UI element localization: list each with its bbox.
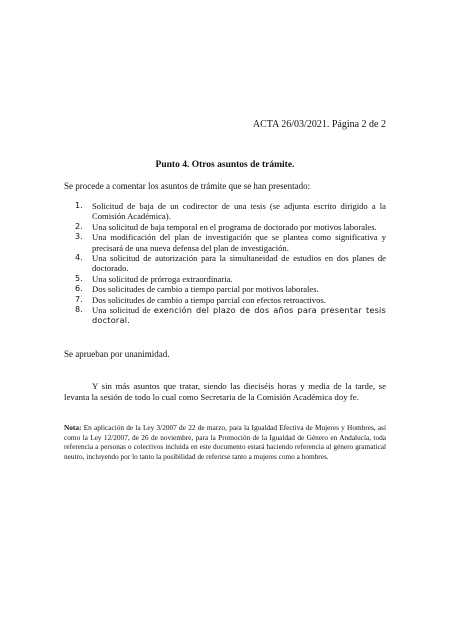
list-item	[75, 295, 386, 305]
item-text: Dos solicitudes de cambio a tiempo parcial por motivos laborales.	[92, 284, 319, 295]
list-item	[75, 253, 386, 274]
footnote-label: Nota:	[64, 423, 82, 432]
list-item	[75, 232, 386, 253]
item-text-prefix: Una solicitud de	[92, 305, 154, 316]
item-text	[92, 305, 386, 326]
item-number: 1.	[75, 201, 83, 210]
list-item	[75, 222, 386, 232]
list-item	[75, 305, 386, 326]
item-text: Una solicitud de baja temporal en el programa de doctorado por motivos laborales.	[92, 221, 377, 232]
section-title: Punto 4. Otros asuntos de trámite.	[155, 160, 295, 170]
item-number: 7.	[75, 294, 83, 304]
list-item	[75, 274, 386, 284]
item-number: 8.	[75, 305, 83, 315]
page-reference: ACTA 26/03/2021. Página 2 de 2	[252, 119, 386, 130]
item-text: Dos solicitudes de cambio a tiempo parcial con efectos retroactivos.	[92, 294, 326, 305]
footnote	[64, 423, 386, 461]
item-text-suffix: exención del plazo de dos años para presentar tesis doctoral.	[92, 305, 386, 326]
item-number: 5.	[75, 273, 83, 283]
items-list	[75, 201, 386, 326]
list-item	[75, 284, 386, 294]
list-item	[75, 201, 386, 222]
closing-paragraph: Y sin más asuntos que tratar, siendo las dieciséis horas y media de la tarde, se levanta la sesión de todo lo cual como Secretaria de la Comisión Académica doy fe.	[64, 381, 386, 402]
item-text: Solicitud de baja de un codirector de una tesis (se adjunta escrito dirigido a la Comisión Académica).	[92, 201, 386, 222]
approval-statement: Se aprueban por unanimidad.	[64, 349, 170, 359]
item-number: 2.	[75, 221, 83, 231]
item-number: 3.	[75, 232, 83, 242]
item-text: Una solicitud de autorización para la simultaneidad de estudios en dos planes de doctorado.	[92, 253, 386, 274]
item-text: Una solicitud de prórroga extraordinaria.	[92, 273, 233, 284]
item-number: 4.	[75, 253, 83, 263]
item-text: Una modificación del plan de investigación que se plantea como significativa y precisará de una nueva defensa del plan de investigación.	[92, 232, 386, 253]
item-number: 6.	[75, 284, 83, 294]
footnote-text: En aplicación de la Ley 3/2007 de 22 de marzo, para la Igualdad Efectiva de Mujeres y Hombres, así como la Ley 12/2007, de 26 de noviembre, para la Promoción de la Igualdad de Género en Andalucía, toda referencia a personas o colectivos incluida en este documento estará haciendo referencia al género gramatical neutro, incluyendo por lo tanto la posibilidad de referirse tanto a mujeres como a hombres.	[64, 423, 386, 461]
intro-paragraph: Se procede a comentar los asuntos de trámite que se han presentado:	[64, 181, 311, 191]
